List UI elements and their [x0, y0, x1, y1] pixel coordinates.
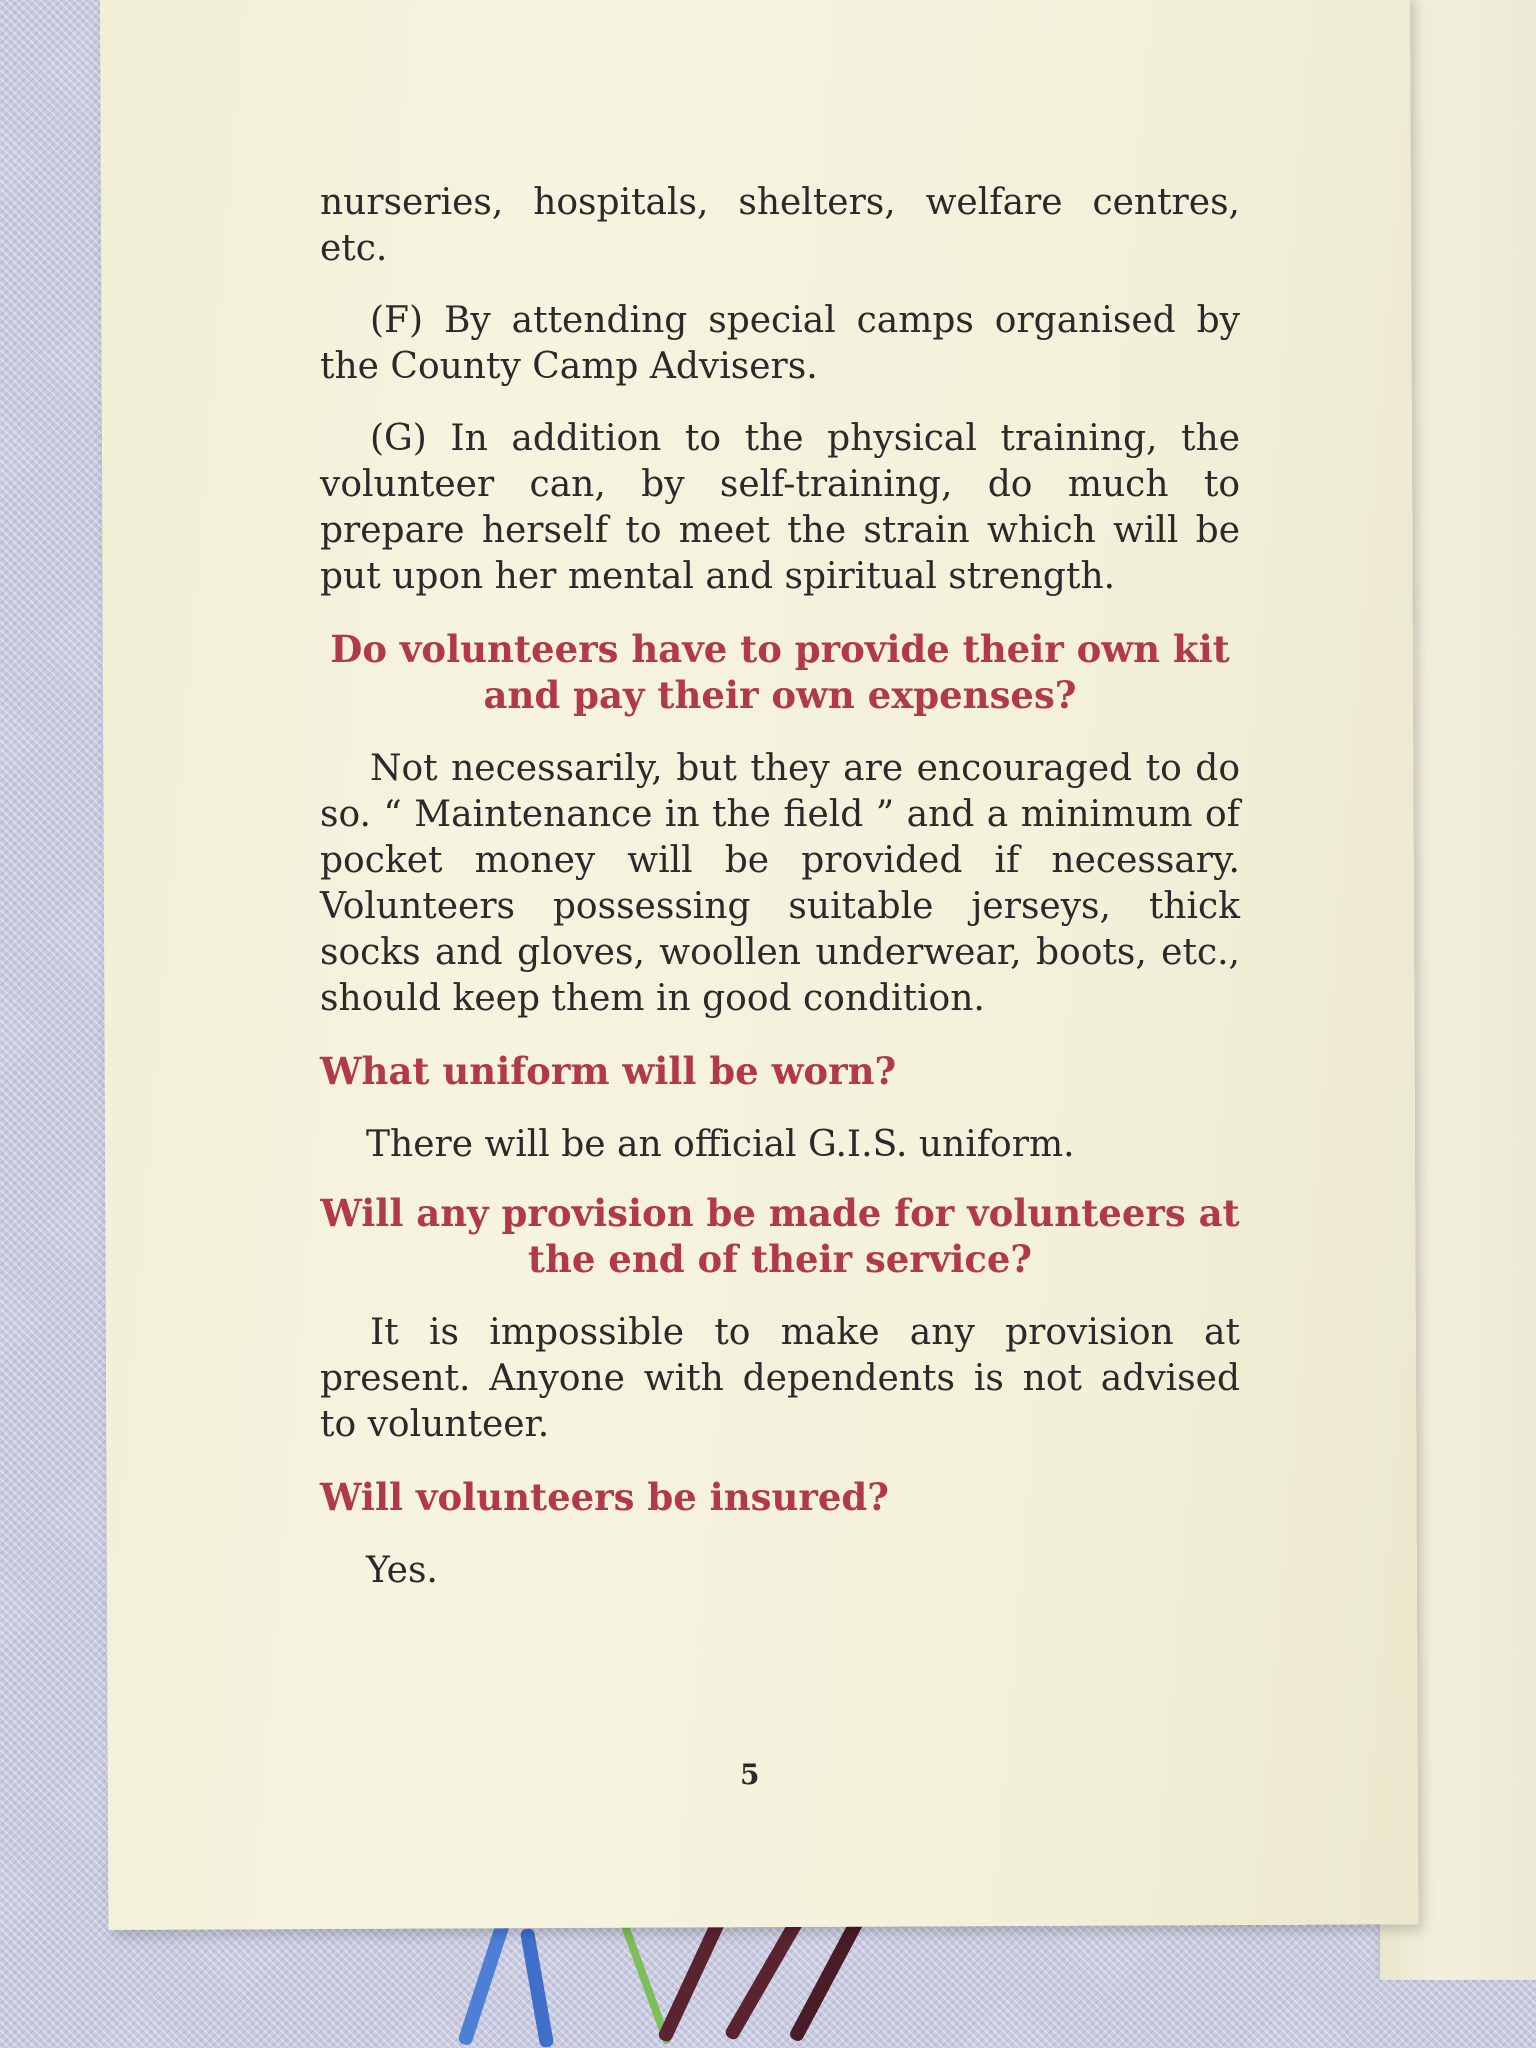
item-g-paragraph: (G) In addition to the physical training, the volunteer can, by self-training, do much to prepare herself to meet the strain which will be put upon her mental and spiritual strength.: [320, 418, 1240, 597]
answer-paragraph: There will be an official G.I.S. uniform.: [366, 1124, 1075, 1165]
answer-paragraph: Not necessarily, but they are encouraged to do so. “ Maintenance in the field ” and a minimum of pocket money will be provided if necessary. Volunteers possessing suitable jerseys, thick socks and gloves, woollen underwear, boots, etc., should keep them in good condition.: [320, 748, 1240, 1019]
page-number: 5: [740, 1758, 760, 1791]
question-heading: Will any provision be made for volunteers at the end of their service?: [320, 1191, 1240, 1281]
answer-paragraph: It is impossible to make any provision at present. Anyone with dependents is not advised to volunteer.: [320, 1312, 1240, 1445]
embroidery-thread: [788, 1913, 866, 2043]
item-f-paragraph: (F) By attending special camps organised by the County Camp Advisers.: [320, 300, 1240, 387]
page-content: [320, 180, 1240, 1616]
question-heading: Will volunteers be insured?: [320, 1475, 889, 1519]
answer-paragraph: Yes.: [366, 1550, 438, 1591]
continuation-paragraph: nurseries, hospitals, shelters, welfare centres, etc.: [320, 182, 1240, 269]
question-heading: What uniform will be worn?: [320, 1049, 897, 1093]
embroidery-thread: [520, 1928, 555, 2048]
question-heading: Do volunteers have to provide their own kit and pay their own expenses?: [330, 627, 1230, 717]
